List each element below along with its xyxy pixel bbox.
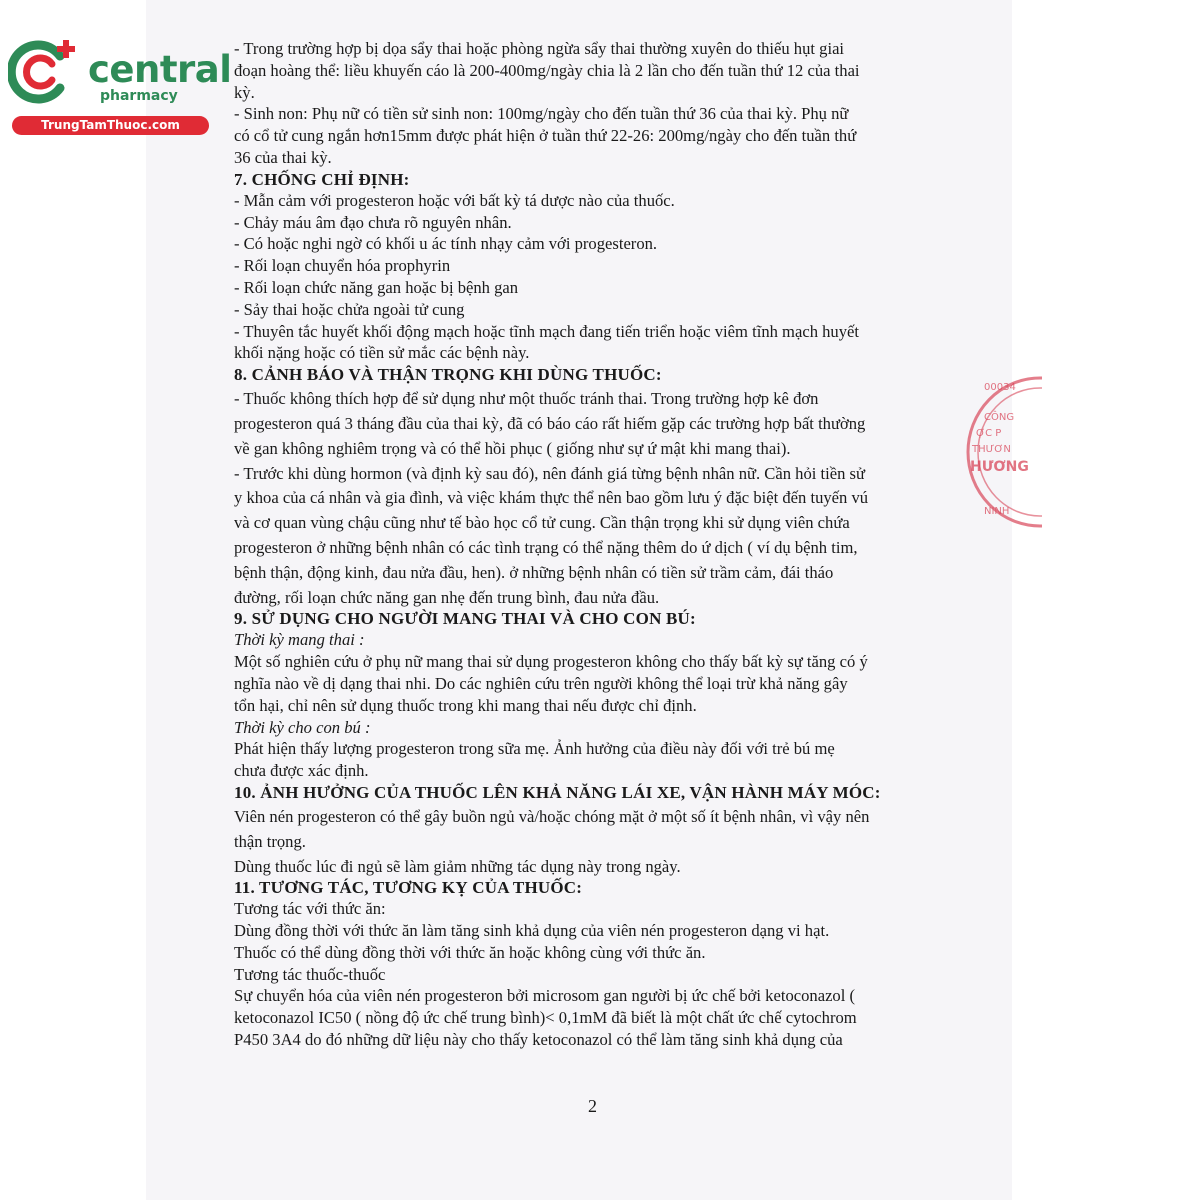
warning-line-1: - Thuốc không thích hợp để sử dụng như một thuốc tránh thai. Trong trường hợp kê đơn xyxy=(234,389,819,409)
warning-line-8: bệnh thận, động kinh, đau nửa đầu, hen). ở những bệnh nhân có tiền sử trầm cảm, đái tháo xyxy=(234,562,834,582)
svg-text:00034: 00034 xyxy=(984,382,1016,393)
red-stamp xyxy=(962,372,1042,532)
svg-text:ỢC P: ỢC P xyxy=(976,428,1002,439)
contra-line-7: - Thuyên tắc huyết khối động mạch hoặc tĩnh mạch đang tiến triển hoặc viêm tĩnh mạch huyết xyxy=(234,321,860,341)
driving-line-2: thận trọng. xyxy=(234,831,306,851)
heading-pregnancy: 9. SỬ DỤNG CHO NGƯỜI MANG THAI VÀ CHO CON BÚ: xyxy=(234,609,696,629)
interaction-line-6: ketoconazol IC50 ( nồng độ ức chế trung bình)< 0,1mM đã biết là một chất ức chế cytochrom xyxy=(234,1008,857,1028)
interaction-line-5: Sự chuyển hóa của viên nén progesteron bởi microsom gan người bị ức chế bởi ketoconazol ( xyxy=(234,986,856,1006)
dosage-line-1: - Trong trường hợp bị dọa sẩy thai hoặc phòng ngừa sẩy thai thường xuyên do thiếu hụt giai xyxy=(234,39,845,58)
pregnancy-line-1: Một số nghiên cứu ở phụ nữ mang thai sử dụng progesteron không cho thấy bất kỳ sự tăng có ý xyxy=(234,652,868,672)
brand-name: central xyxy=(88,48,232,91)
interaction-line-4: Tương tác thuốc-thuốc xyxy=(234,964,386,984)
interaction-line-3: Thuốc có thể dùng đồng thời với thức ăn hoặc không cùng với thức ăn. xyxy=(234,942,706,962)
svg-text:NINH: NINH xyxy=(984,506,1010,517)
left-margin xyxy=(0,0,146,1200)
dosage-line-4: - Sinh non: Phụ nữ có tiền sử sinh non: 100mg/ngày cho đến tuần thứ 36 của thai kỳ. Phụ nữ xyxy=(234,104,849,124)
central-pharmacy-logo xyxy=(8,36,232,136)
interaction-line-1: Tương tác với thức ăn: xyxy=(234,899,386,919)
pregnancy-line-2: nghĩa nào về dị dạng thai nhi. Do các nghiên cứu trên người không thể loại trừ khả năng gây xyxy=(234,673,848,693)
heading-interactions: 11. TƯƠNG TÁC, TƯƠNG KỴ CỦA THUỐC: xyxy=(234,878,583,898)
pregnancy-line-3: tổn hại, chỉ nên sử dụng thuốc trong khi mang thai nếu được chỉ định. xyxy=(234,695,697,715)
breastfeeding-line-2: chưa được xác định. xyxy=(234,761,369,781)
warning-line-3: về gan không nghiêm trọng và có thể hồi phục ( giống như sự ứ mật khi mang thai). xyxy=(234,438,791,458)
pregnancy-subheading: Thời kỳ mang thai : xyxy=(234,630,365,650)
heading-contraindications: 7. CHỐNG CHỈ ĐỊNH: xyxy=(234,169,410,189)
dosage-line-5: có cổ tử cung ngắn hơn15mm được phát hiện ở tuần thứ 22-26: 200mg/ngày cho đến tuần thứ xyxy=(234,126,857,146)
svg-text:CÔNG: CÔNG xyxy=(984,412,1015,423)
dosage-line-6: 36 của thai kỳ. xyxy=(234,147,332,167)
svg-text:THƯƠN: THƯƠN xyxy=(972,444,1011,455)
breastfeeding-subheading: Thời kỳ cho con bú : xyxy=(234,717,371,737)
svg-text:HƯƠNG: HƯƠNG xyxy=(970,459,1029,475)
driving-line-3: Dùng thuốc lúc đi ngủ sẽ làm giảm những tác dụng này trong ngày. xyxy=(234,856,681,876)
breastfeeding-line-1: Phát hiện thấy lượng progesteron trong sữa mẹ. Ảnh hưởng của điều này đối với trẻ bú mẹ xyxy=(234,739,835,759)
heading-driving: 10. ẢNH HƯỞNG CỦA THUỐC LÊN KHẢ NĂNG LÁI XE, VẬN HÀNH MÁY MÓC: xyxy=(234,782,881,802)
right-margin xyxy=(1012,0,1200,1200)
contra-line-8: khối nặng hoặc có tiền sử mắc các bệnh này. xyxy=(234,343,530,363)
logo-mark-icon xyxy=(8,36,88,108)
interaction-line-7: P450 3A4 do đó những dữ liệu này cho thấy ketoconazol có thể làm tăng sinh khả dụng của xyxy=(234,1030,843,1050)
brand-site-banner: TrungTamThuoc.com xyxy=(12,116,209,135)
heading-warnings: 8. CẢNH BÁO VÀ THẬN TRỌNG KHI DÙNG THUỐC: xyxy=(234,365,662,385)
warning-line-9: đường, rối loạn chức năng gan nhẹ đến trung bình, đau nửa đầu. xyxy=(234,587,660,607)
contra-line-5: - Rối loạn chức năng gan hoặc bị bệnh gan xyxy=(234,277,519,297)
interaction-line-2: Dùng đồng thời với thức ăn làm tăng sinh khả dụng của viên nén progesteron dạng vi hạt. xyxy=(234,921,830,941)
warning-line-6: và cơ quan vùng chậu cũng như tế bào học cổ tử cung. Cần thận trọng khi sử dụng viên chứa xyxy=(234,513,850,533)
dosage-line-2: đoạn hoàng thể: liều khuyến cáo là 200-400mg/ngày chia là 2 lần cho đến tuần thứ 12 của thai xyxy=(234,60,860,80)
brand-sub: pharmacy xyxy=(100,88,178,104)
document-body xyxy=(234,38,964,1051)
contra-line-6: - Sảy thai hoặc chửa ngoài tử cung xyxy=(234,299,465,319)
warning-line-4: - Trước khi dùng hormon (và định kỳ sau đó), nên đánh giá từng bệnh nhân nữ. Cần hỏi tiền sử xyxy=(234,463,865,483)
contra-line-3: - Có hoặc nghi ngờ có khối u ác tính nhạy cảm với progesteron. xyxy=(234,234,658,254)
contra-line-2: - Chảy máu âm đạo chưa rõ nguyên nhân. xyxy=(234,212,512,232)
contra-line-4: - Rối loạn chuyển hóa prophyrin xyxy=(234,256,451,276)
driving-line-1: Viên nén progesteron có thể gây buồn ngủ và/hoặc chóng mặt ở một số ít bệnh nhân, vì vậy nên xyxy=(234,806,870,826)
warning-line-2: progesteron quá 3 tháng đầu của thai kỳ, đã có báo cáo rất hiếm gặp các trường hợp bất thường xyxy=(234,413,866,433)
dosage-line-3: kỳ. xyxy=(234,82,255,102)
warning-line-7: progesteron ở những bệnh nhân có các tình trạng có thể nặng thêm do ứ dịch ( ví dụ bệnh tim, xyxy=(234,537,858,557)
warning-line-5: y khoa của cá nhân và gia đình, và việc khám thực thể nên bao gồm lưu ý đặc biệt đến tuyến vú xyxy=(234,488,869,508)
page-number: 2 xyxy=(588,1096,597,1116)
contra-line-1: - Mẫn cảm với progesteron hoặc với bất kỳ tá dược nào của thuốc. xyxy=(234,190,675,210)
